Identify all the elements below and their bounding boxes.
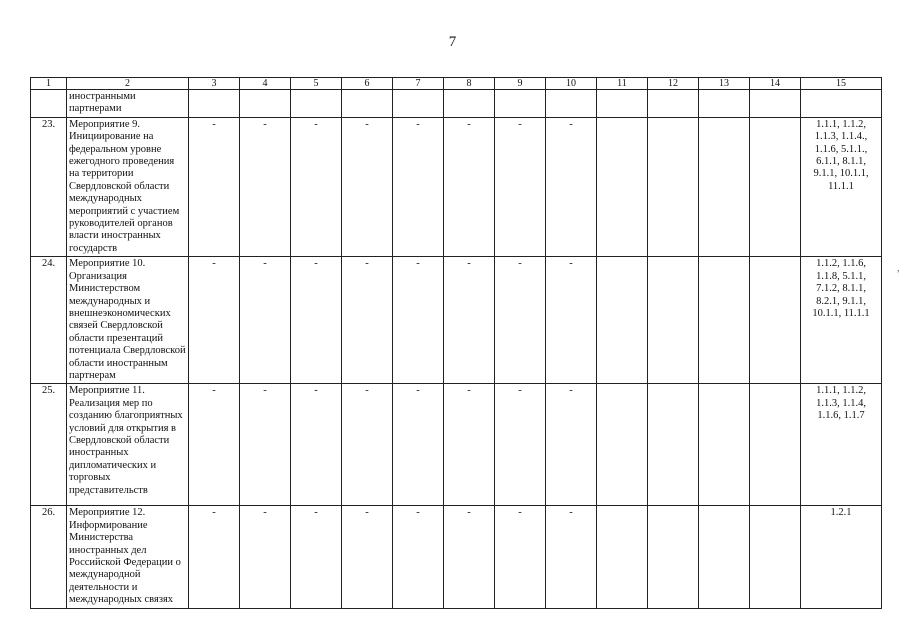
value-cell: - bbox=[393, 257, 444, 384]
column-header: 1 bbox=[31, 78, 67, 90]
empty-cell bbox=[699, 506, 750, 608]
measure-name: Мероприятие 10. Организация Министерством международных и внешнеэкономических связей Свердловской области презентаций потенциала Свердловской области иностранным партнерам bbox=[67, 257, 189, 384]
value-cell: - bbox=[240, 117, 291, 256]
value-cell: - bbox=[291, 117, 342, 256]
value-cell: - bbox=[393, 117, 444, 256]
column-header: 13 bbox=[699, 78, 750, 90]
value-cell: - bbox=[291, 384, 342, 506]
empty-cell bbox=[750, 90, 801, 118]
measure-name: Мероприятие 9. Инициирование на федеральном уровне ежегодного проведения на территории Свердловской области международных мероприятий с участием руководителей органов власти иностранных государств bbox=[67, 117, 189, 256]
value-cell: - bbox=[189, 257, 240, 384]
value-cell: - bbox=[240, 257, 291, 384]
value-cell: - bbox=[546, 384, 597, 506]
value-cell: - bbox=[393, 384, 444, 506]
empty-cell bbox=[648, 117, 699, 256]
column-header: 6 bbox=[342, 78, 393, 90]
value-cell bbox=[393, 90, 444, 118]
value-cell: - bbox=[240, 506, 291, 608]
value-cell: - bbox=[444, 117, 495, 256]
value-cell: - bbox=[342, 384, 393, 506]
value-cell: - bbox=[444, 506, 495, 608]
empty-cell bbox=[648, 506, 699, 608]
target-refs: 1.1.2, 1.1.6, 1.1.8, 5.1.1, 7.1.2, 8.1.1, 8.2.1, 9.1.1, 10.1.1, 11.1.1 bbox=[801, 257, 882, 384]
measure-name: иностранными партнерами bbox=[67, 90, 189, 118]
measure-name: Мероприятие 11. Реализация мер по созданию благоприятных условий для открытия в Свердловской области иностранных дипломатических и торговых представительств bbox=[67, 384, 189, 506]
empty-cell bbox=[750, 257, 801, 384]
value-cell: - bbox=[291, 257, 342, 384]
value-cell: - bbox=[342, 506, 393, 608]
value-cell: - bbox=[495, 117, 546, 256]
value-cell: - bbox=[189, 117, 240, 256]
column-header: 14 bbox=[750, 78, 801, 90]
column-header: 7 bbox=[393, 78, 444, 90]
table-row bbox=[31, 117, 882, 256]
value-cell: - bbox=[444, 257, 495, 384]
value-cell bbox=[240, 90, 291, 118]
table-header-row bbox=[31, 78, 882, 90]
table-row bbox=[31, 257, 882, 384]
value-cell: - bbox=[495, 384, 546, 506]
empty-cell bbox=[648, 257, 699, 384]
measure-name: Мероприятие 12. Информирование Министерства иностранных дел Российской Федерации о международной деятельности и международных связях bbox=[67, 506, 189, 608]
value-cell: - bbox=[444, 384, 495, 506]
empty-cell bbox=[699, 257, 750, 384]
column-header: 4 bbox=[240, 78, 291, 90]
empty-cell bbox=[699, 90, 750, 118]
value-cell bbox=[189, 90, 240, 118]
column-header: 2 bbox=[67, 78, 189, 90]
value-cell: - bbox=[342, 257, 393, 384]
empty-cell bbox=[597, 257, 648, 384]
value-cell bbox=[546, 90, 597, 118]
table-row bbox=[31, 384, 882, 506]
value-cell: - bbox=[546, 257, 597, 384]
empty-cell bbox=[750, 506, 801, 608]
target-refs: 1.2.1 bbox=[801, 506, 882, 608]
value-cell: - bbox=[342, 117, 393, 256]
value-cell: - bbox=[495, 506, 546, 608]
value-cell bbox=[342, 90, 393, 118]
page-number: 7 bbox=[448, 34, 457, 50]
empty-cell bbox=[597, 117, 648, 256]
value-cell: - bbox=[546, 117, 597, 256]
target-refs: 1.1.1, 1.1.2, 1.1.3, 1.1.4., 1.1.6, 5.1.1., 6.1.1, 8.1.1, 9.1.1, 10.1.1, 11.1.1 bbox=[801, 117, 882, 256]
value-cell: - bbox=[240, 384, 291, 506]
value-cell: - bbox=[189, 506, 240, 608]
column-header: 8 bbox=[444, 78, 495, 90]
empty-cell bbox=[750, 117, 801, 256]
value-cell: - bbox=[495, 257, 546, 384]
column-header: 10 bbox=[546, 78, 597, 90]
value-cell bbox=[495, 90, 546, 118]
column-header: 12 bbox=[648, 78, 699, 90]
empty-cell bbox=[597, 384, 648, 506]
column-header: 5 bbox=[291, 78, 342, 90]
column-header: 11 bbox=[597, 78, 648, 90]
row-number: 23. bbox=[31, 117, 67, 256]
value-cell bbox=[444, 90, 495, 118]
value-cell bbox=[291, 90, 342, 118]
row-number: 26. bbox=[31, 506, 67, 608]
empty-cell bbox=[648, 90, 699, 118]
value-cell: - bbox=[546, 506, 597, 608]
target-refs bbox=[801, 90, 882, 118]
value-cell: - bbox=[189, 384, 240, 506]
target-refs: 1.1.1, 1.1.2, 1.1.3, 1.1.4, 1.1.6, 1.1.7 bbox=[801, 384, 882, 506]
row-number bbox=[31, 90, 67, 118]
column-header: 15 bbox=[801, 78, 882, 90]
table-row bbox=[31, 506, 882, 608]
empty-cell bbox=[597, 90, 648, 118]
empty-cell bbox=[597, 506, 648, 608]
table-row bbox=[31, 90, 882, 118]
value-cell: - bbox=[291, 506, 342, 608]
measures-table bbox=[30, 77, 882, 609]
empty-cell bbox=[750, 384, 801, 506]
edge-mark: , bbox=[897, 263, 900, 274]
value-cell: - bbox=[393, 506, 444, 608]
empty-cell bbox=[699, 117, 750, 256]
empty-cell bbox=[699, 384, 750, 506]
column-header: 9 bbox=[495, 78, 546, 90]
column-header: 3 bbox=[189, 78, 240, 90]
row-number: 25. bbox=[31, 384, 67, 506]
empty-cell bbox=[648, 384, 699, 506]
row-number: 24. bbox=[31, 257, 67, 384]
